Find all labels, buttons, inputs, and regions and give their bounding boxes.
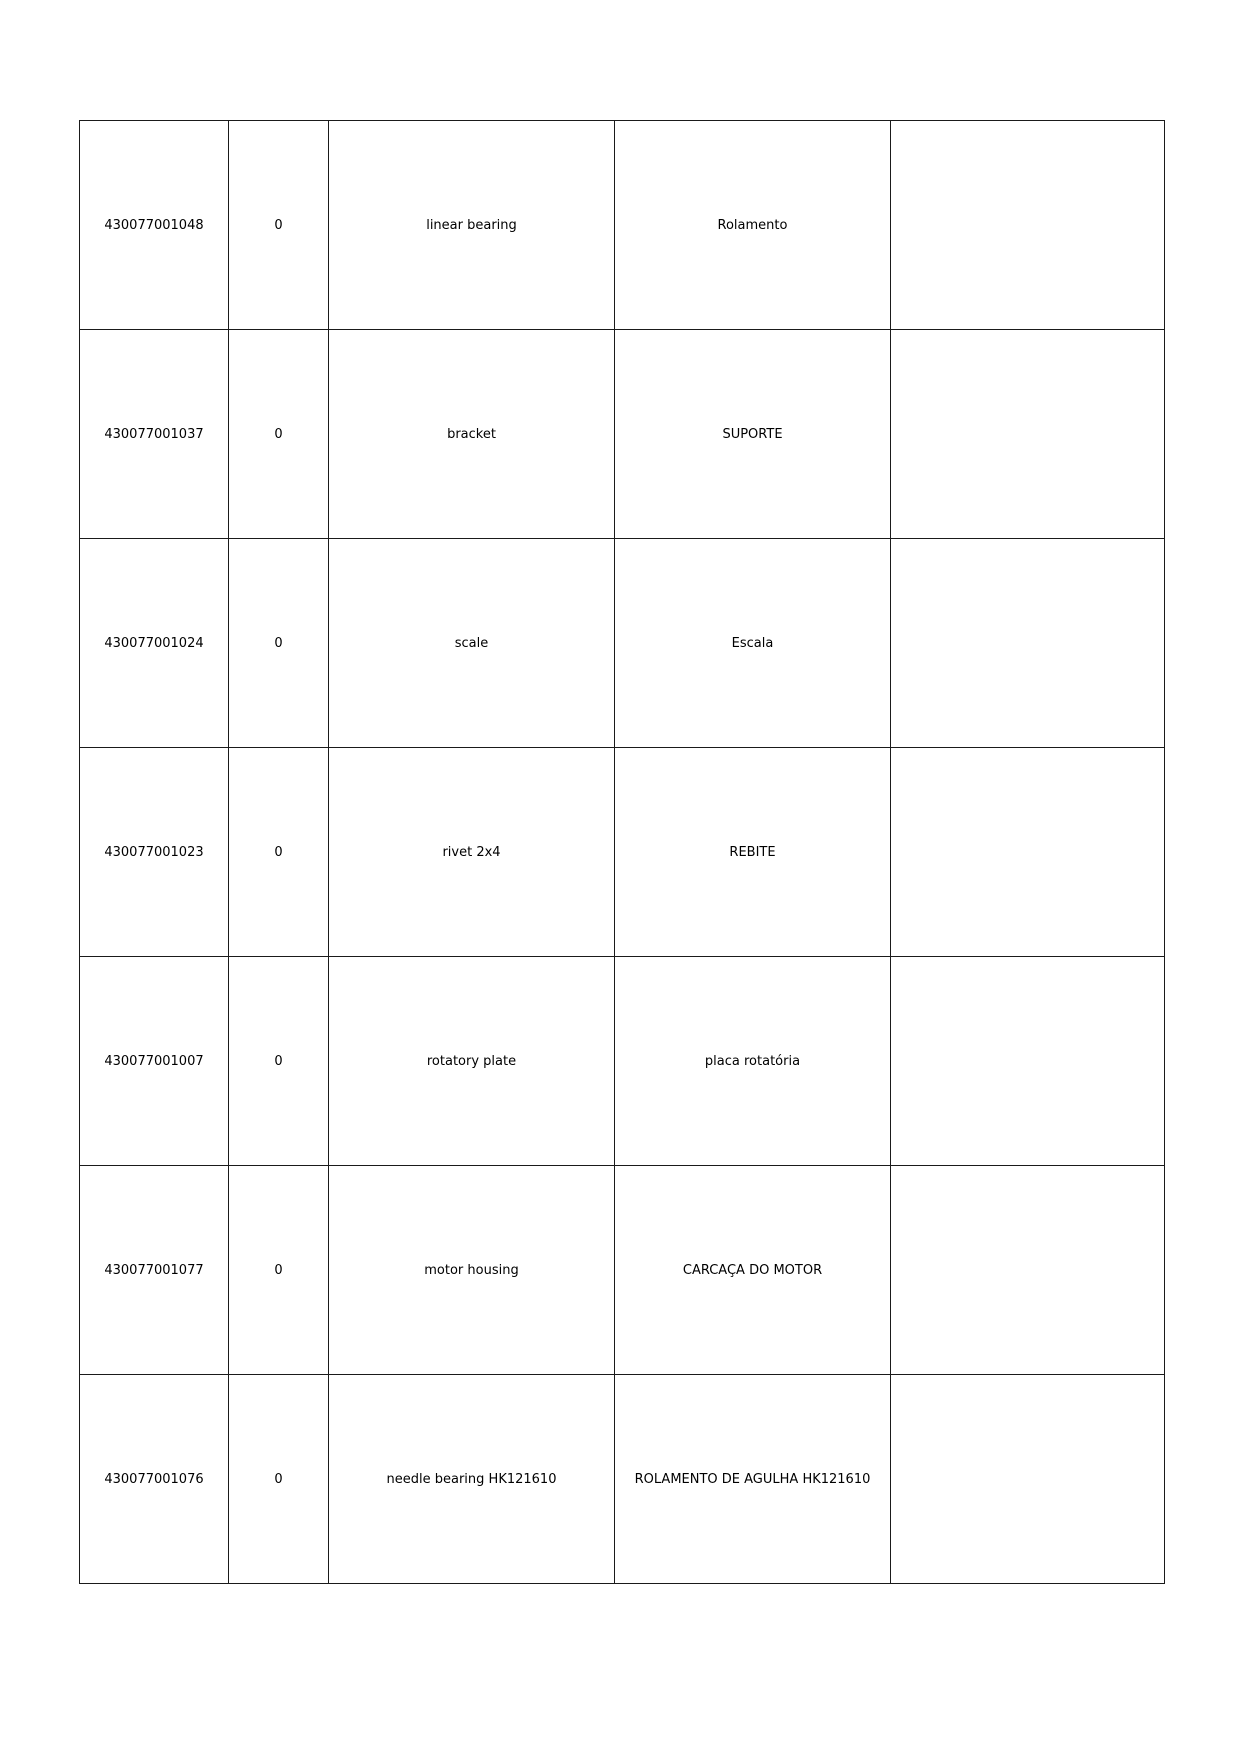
notes-cell	[891, 121, 1165, 330]
english-name-cell: scale	[329, 539, 615, 748]
notes-cell	[891, 1166, 1165, 1375]
english-name-cell: motor housing	[329, 1166, 615, 1375]
table-row	[80, 957, 1165, 1166]
english-name-cell: rivet 2x4	[329, 748, 615, 957]
notes-cell	[891, 330, 1165, 539]
part-code-cell: 430077001023	[80, 748, 229, 957]
english-name-cell: linear bearing	[329, 121, 615, 330]
table-row	[80, 121, 1165, 330]
english-name-cell: rotatory plate	[329, 957, 615, 1166]
portuguese-name-cell: SUPORTE	[615, 330, 891, 539]
portuguese-name-cell: Escala	[615, 539, 891, 748]
portuguese-name-cell: CARCAÇA DO MOTOR	[615, 1166, 891, 1375]
quantity-cell: 0	[229, 748, 329, 957]
portuguese-name-cell: REBITE	[615, 748, 891, 957]
table-row	[80, 748, 1165, 957]
quantity-cell: 0	[229, 957, 329, 1166]
portuguese-name-cell: Rolamento	[615, 121, 891, 330]
part-code-cell: 430077001077	[80, 1166, 229, 1375]
parts-table	[79, 120, 1165, 1584]
part-code-cell: 430077001076	[80, 1375, 229, 1584]
table-row	[80, 1375, 1165, 1584]
quantity-cell: 0	[229, 330, 329, 539]
english-name-cell: needle bearing HK121610	[329, 1375, 615, 1584]
notes-cell	[891, 1375, 1165, 1584]
part-code-cell: 430077001024	[80, 539, 229, 748]
quantity-cell: 0	[229, 539, 329, 748]
part-code-cell: 430077001048	[80, 121, 229, 330]
english-name-cell: bracket	[329, 330, 615, 539]
quantity-cell: 0	[229, 1166, 329, 1375]
table-row	[80, 330, 1165, 539]
notes-cell	[891, 539, 1165, 748]
table-row	[80, 539, 1165, 748]
notes-cell	[891, 748, 1165, 957]
quantity-cell: 0	[229, 121, 329, 330]
notes-cell	[891, 957, 1165, 1166]
table-row	[80, 1166, 1165, 1375]
quantity-cell: 0	[229, 1375, 329, 1584]
portuguese-name-cell: placa rotatória	[615, 957, 891, 1166]
part-code-cell: 430077001037	[80, 330, 229, 539]
portuguese-name-cell: ROLAMENTO DE AGULHA HK121610	[615, 1375, 891, 1584]
part-code-cell: 430077001007	[80, 957, 229, 1166]
